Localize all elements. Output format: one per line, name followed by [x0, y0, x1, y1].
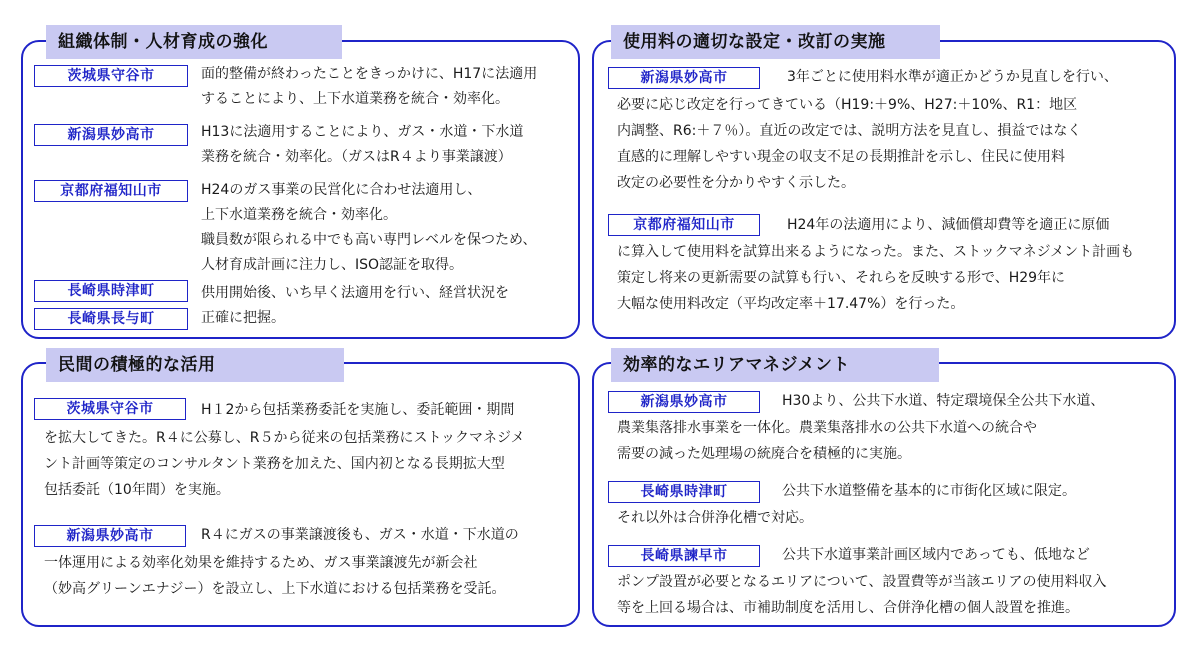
- p2-text-myoko: 必要に応じ改定を行ってきている（H19:＋9%、H27:＋10%、R1：地区 内調整、R6:＋７％）。直近の改定では、説明方法を見直し、損益ではなく 直感的に理解しやすい現金の収支不足の長期推計を示し、住民に使用料 改定の必要性を分かりやすく示した。: [617, 97, 1082, 191]
- p3-text-myoko: 一体運用による効率化効果を維持するため、ガス事業譲渡先が新会社 （妙高グリーンエナジー）を設立し、上下水道における包括業務を受託。: [44, 555, 506, 597]
- p4-text-myoko: 農業集落排水事業を一体化。農業集落排水の公共下水道への統合や 需要の減った処理場の統廃合を積極的に実施。: [617, 420, 1037, 462]
- p4-text-isahaya: ポンプ設置が必要となるエリアについて、設置費等が当該エリアの使用料収入 等を上回る場合は、市補助制度を活用し、合併浄化槽の個人設置を推進。: [617, 574, 1107, 616]
- p1-text-fukuchiyama: H24のガス事業の民営化に合わせ法適用し、 上下水道業務を統合・効率化。 職員数が限られる中でも高い専門レベルを保つため、 人材育成計画に注力し、ISO認証を取得。: [201, 182, 537, 273]
- city-tag-myoko: 新潟県妙高市: [34, 124, 188, 146]
- p2-text-myoko-lead: 3年ごとに使用料水準が適正かどうか見直しを行い、: [787, 69, 1118, 85]
- p4-text-isahaya-lead: 公共下水道事業計画区域内であっても、低地など: [782, 547, 1090, 563]
- panel-area-management-title: 効率的なエリアマネジメント: [611, 348, 939, 382]
- city-tag-fukuchiyama: 京都府福知山市: [34, 180, 188, 202]
- p4-text-togitsu-lead: 公共下水道整備を基本的に市街化区域に限定。: [782, 483, 1076, 499]
- city-tag-isahaya: 長崎県諫早市: [608, 545, 760, 567]
- p4-text-myoko-lead: H30より、公共下水道、特定環境保全公共下水道、: [782, 393, 1105, 409]
- p2-text-fukuchiyama-lead: H24年の法適用により、減価償却費等を適正に原価: [787, 217, 1110, 233]
- panel-private-sector-title: 民間の積極的な活用: [46, 348, 344, 382]
- city-tag-togitsu: 長崎県時津町: [608, 481, 760, 503]
- city-tag-myoko: 新潟県妙高市: [34, 525, 186, 547]
- city-tag-fukuchiyama: 京都府福知山市: [608, 214, 760, 236]
- city-tag-togitsu: 長崎県時津町: [34, 280, 188, 302]
- city-tag-myoko: 新潟県妙高市: [608, 391, 760, 413]
- p3-text-moriya: を拡大してきた。R４に公募し、R５から従来の包括業務にストックマネジメ ント計画等策定のコンサルタント業務を加えた、国内初となる長期拡大型 包括委託（10年間）を実施。: [44, 430, 525, 498]
- panel-usage-fee-title: 使用料の適切な設定・改訂の実施: [611, 25, 940, 59]
- city-tag-myoko: 新潟県妙高市: [608, 67, 760, 89]
- p1-text-myoko: H13に法適用することにより、ガス・水道・下水道 業務を統合・効率化。（ガスはR４より事業譲渡）: [201, 124, 524, 165]
- city-tag-moriya: 茨城県守谷市: [34, 398, 186, 420]
- panel-organization-title: 組織体制・人材育成の強化: [46, 25, 342, 59]
- p1-text-moriya: 面的整備が終わったことをきっかけに、H17に法適用 することにより、上下水道業務を統合・効率化。: [201, 66, 538, 107]
- city-tag-moriya: 茨城県守谷市: [34, 65, 188, 87]
- p4-text-togitsu: それ以外は合併浄化槽で対応。: [617, 510, 813, 526]
- p3-text-myoko-lead: R４にガスの事業譲渡後も、ガス・水道・下水道の: [201, 527, 519, 543]
- city-tag-nagayo: 長崎県長与町: [34, 308, 188, 330]
- p1-text-togitsu-nagayo: 供用開始後、いち早く法適用を行い、経営状況を 正確に把握。: [201, 285, 509, 326]
- p3-text-moriya-lead: H１2から包括業務委託を実施し、委託範囲・期間: [201, 402, 515, 418]
- p2-text-fukuchiyama: に算入して使用料を試算出来るようになった。また、ストックマネジメント計画も 策定し将来の更新需要の試算も行い、それらを反映する形で、H29年に 大幅な使用料改定（平均改定率＋17.47%）を行った。: [617, 244, 1135, 312]
